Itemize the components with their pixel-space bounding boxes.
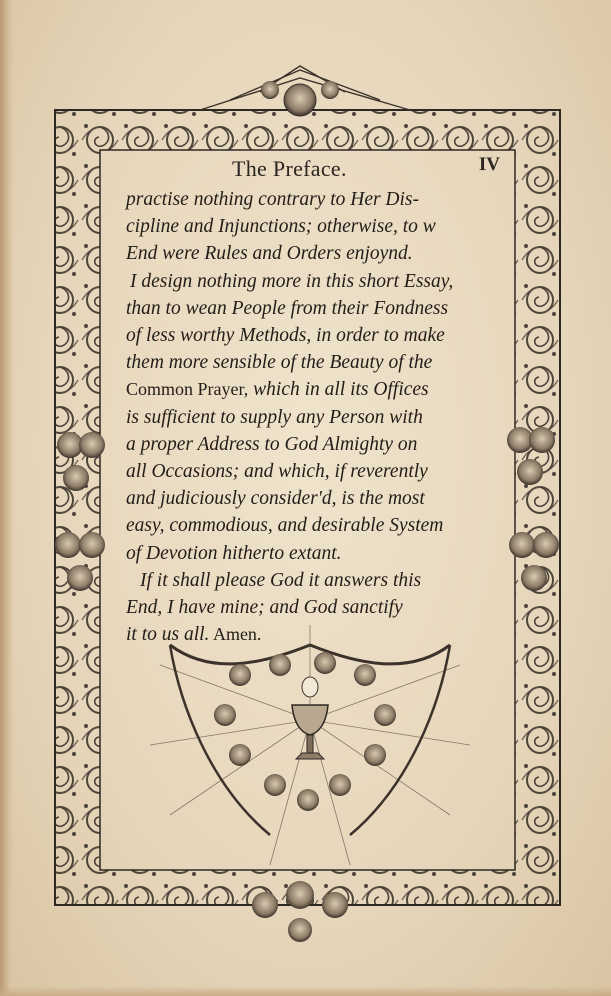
text-line: End, I have mine; and God sanctify bbox=[126, 597, 403, 619]
text-line: them more sensible of the Beauty of the bbox=[126, 352, 433, 374]
text-line: is sufficient to supply any Person with bbox=[126, 406, 423, 428]
text-line: practise nothing contrary to Her Dis- bbox=[126, 189, 420, 210]
text-line: of Devotion hitherto extant. bbox=[126, 542, 342, 564]
chalice-with-cherubs-emblem-icon bbox=[150, 625, 470, 865]
amen: Amen. bbox=[209, 624, 262, 645]
roman-phrase: Common Prayer, bbox=[126, 379, 249, 400]
text-line: of less worthy Methods, in order to make bbox=[126, 325, 445, 347]
text-line: If it shall please God it answers this bbox=[140, 569, 422, 591]
text-line: Common Prayer, which in all its Offices bbox=[126, 379, 429, 401]
text-line: all Occasions; and which, if reverently bbox=[126, 461, 428, 483]
text-line: End were Rules and Orders enjoynd. bbox=[126, 243, 413, 265]
text-line: it to us all. Amen. bbox=[126, 624, 262, 646]
text-line: than to wean People from their Fondness bbox=[126, 297, 449, 319]
text-line: easy, commodious, and desirable System bbox=[126, 515, 444, 537]
text-line: I design nothing more in this short Essay, bbox=[130, 270, 454, 292]
text-line: cipline and Injunctions; otherwise, to w bbox=[126, 216, 436, 238]
page-header bbox=[120, 150, 500, 186]
preface-text bbox=[126, 186, 496, 648]
page-number: IV bbox=[478, 154, 500, 175]
page-title: The Preface. bbox=[232, 156, 347, 181]
text-line: and judiciously consider'd, is the most bbox=[126, 488, 425, 510]
text-line: a proper Address to God Almighty on bbox=[126, 433, 418, 455]
